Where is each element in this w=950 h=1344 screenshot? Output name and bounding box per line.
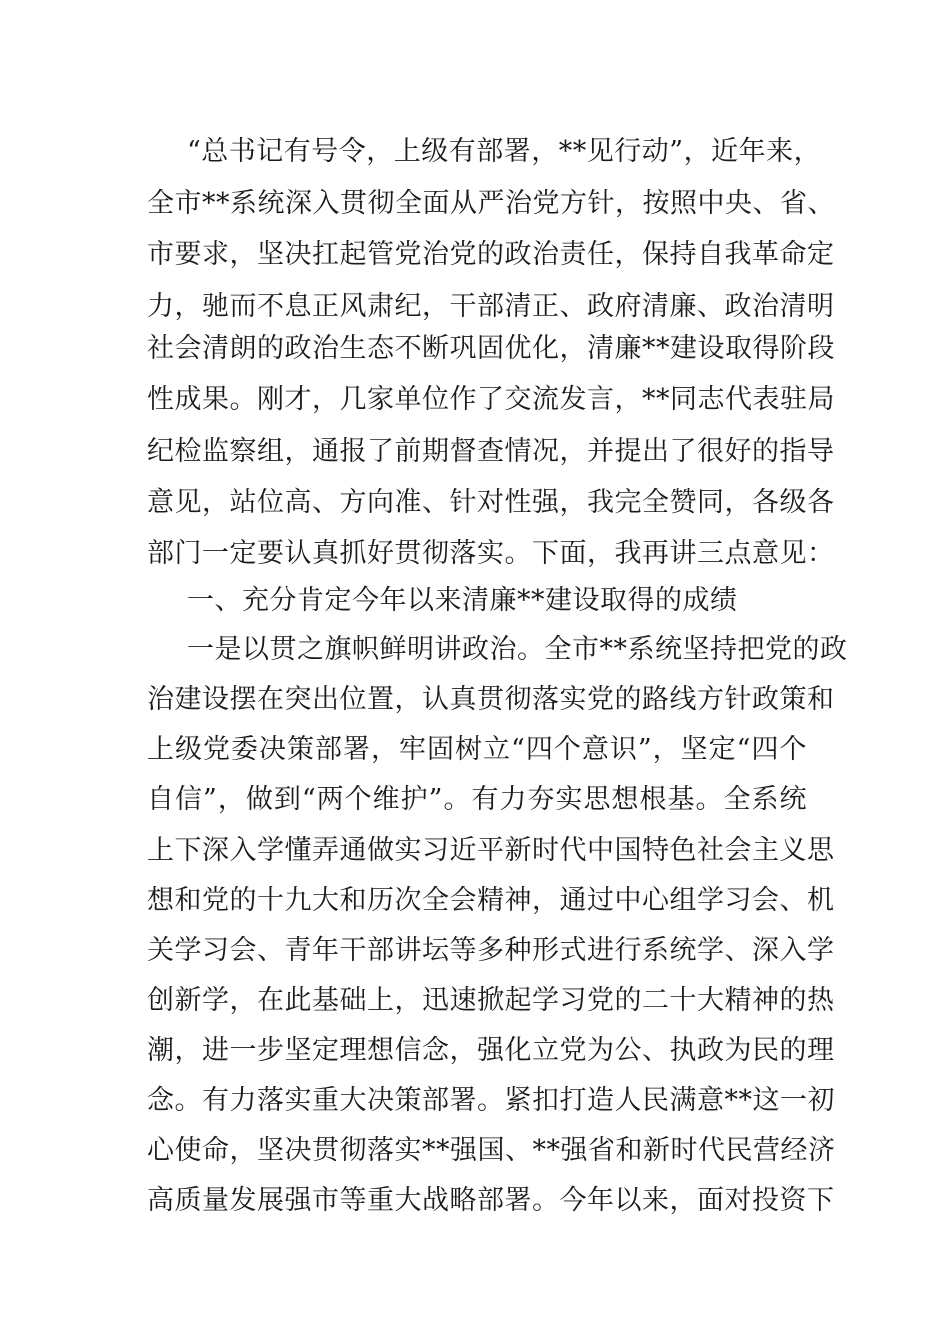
- text-line: 部门一定要认真抓好贯彻落实。下面，我再讲三点意见：: [147, 538, 835, 569]
- text-line: 一是以贯之旗帜鲜明讲政治。全市**系统坚持把党的政: [187, 634, 848, 665]
- text-line: 市要求，坚决扛起管党治党的政治责任，保持自我革命定: [147, 239, 835, 270]
- text-line: 自信”，做到“两个维护”。有力夯实思想根基。全系统: [147, 784, 807, 815]
- text-line: 纪检监察组，通报了前期督查情况，并提出了很好的指导: [147, 436, 835, 467]
- text-line: 意见，站位高、方向准、针对性强，我完全赞同，各级各: [147, 487, 835, 518]
- text-line: 想和党的十九大和历次全会精神，通过中心组学习会、机: [147, 885, 835, 916]
- text-line: 性成果。刚才，几家单位作了交流发言，**同志代表驻局: [147, 384, 835, 415]
- text-line: “总书记有号令，上级有部署，**见行动”，近年来，: [187, 136, 822, 167]
- text-line: 高质量发展强市等重大战略部署。今年以来，面对投资下: [147, 1185, 835, 1216]
- text-line: 治建设摆在突出位置，认真贯彻落实党的路线方针政策和: [147, 684, 835, 715]
- section-heading: 一、充分肯定今年以来清廉**建设取得的成绩: [187, 585, 738, 616]
- text-line: 创新学，在此基础上，迅速掀起学习党的二十大精神的热: [147, 985, 835, 1016]
- text-line: 全市**系统深入贯彻全面从严治党方针，按照中央、省、: [147, 188, 835, 219]
- text-line: 社会清朗的政治生态不断巩固优化，清廉**建设取得阶段: [147, 333, 835, 364]
- text-line: 关学习会、青年干部讲坛等多种形式进行系统学、深入学: [147, 935, 835, 966]
- text-line: 上下深入学懂弄通做实习近平新时代中国特色社会主义思: [147, 835, 835, 866]
- text-line: 上级党委决策部署，牢固树立“四个意识”，坚定“四个: [147, 734, 807, 765]
- text-line: 心使命，坚决贯彻落实**强国、**强省和新时代民营经济: [147, 1135, 836, 1166]
- text-line: 潮，进一步坚定理想信念，强化立党为公、执政为民的理: [147, 1035, 835, 1066]
- text-line: 念。有力落实重大决策部署。紧扣打造人民满意**这一初: [147, 1085, 835, 1116]
- text-line: 力，驰而不息正风肃纪，干部清正、政府清廉、政治清明: [147, 291, 835, 322]
